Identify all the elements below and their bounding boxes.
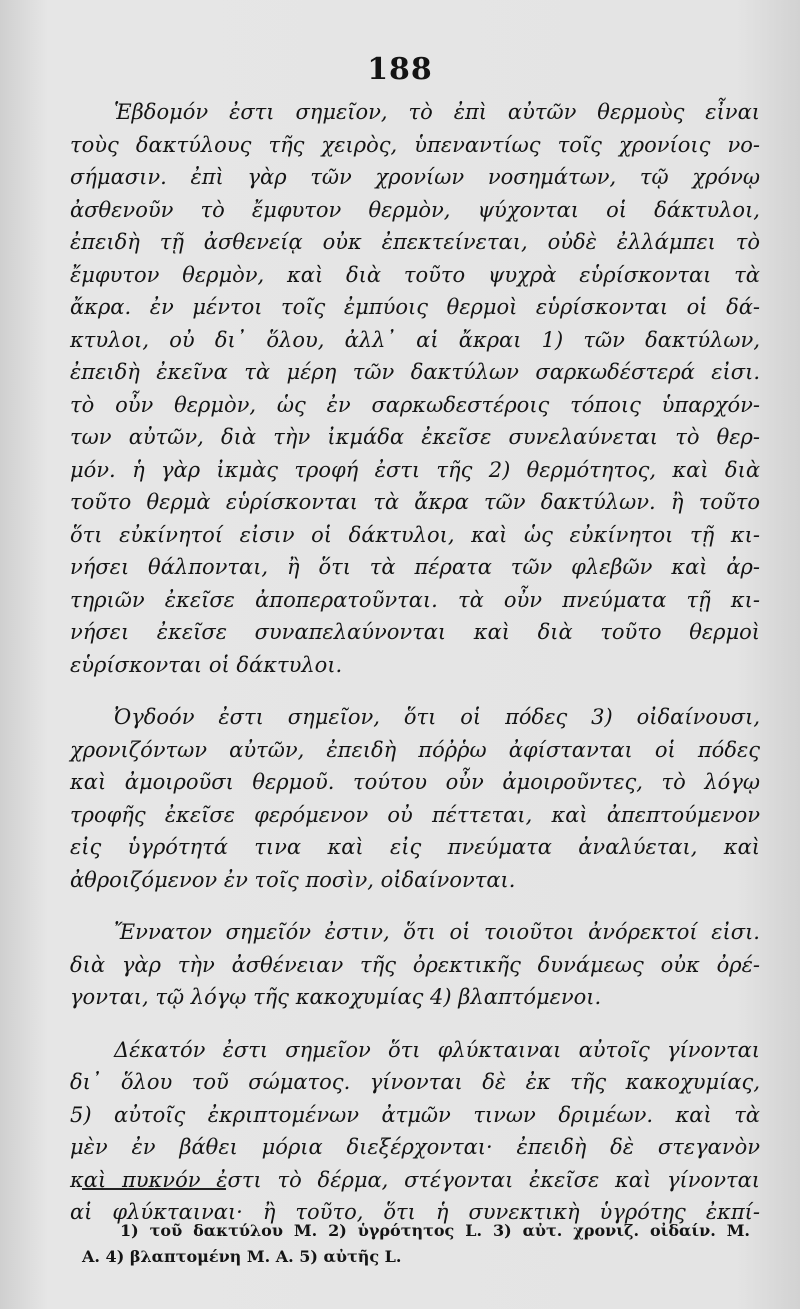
footnotes xyxy=(82,1218,750,1270)
text-line: τοῦτο θερμὰ εὑρίσκονται τὰ ἄκρα τῶν δακτύλων. ἢ τοῦτο xyxy=(70,490,760,514)
text-line: ὅτι εὐκίνητοί εἰσιν οἱ δάκτυλοι, καὶ ὡς εὐκίνητοι τῇ κι- xyxy=(70,522,760,547)
paragraph-eighth-sign xyxy=(70,701,760,896)
text-line: ἐπειδὴ ἐκεῖνα τὰ μέρη τῶν δακτύλων σαρκωδέστερά εἰσι. xyxy=(70,360,760,384)
text-line: τοὺς δακτύλους τῆς χειρὸς, ὑπεναντίως τοῖς χρονίοις νο- xyxy=(70,132,760,157)
text-line: καὶ πυκνόν ἐστι τὸ δέρμα, στέγονται ἐκεῖσε καὶ γίνονται xyxy=(70,1167,760,1192)
text-line: 5) αὐτοῖς ἐκριπτομένων ἀτμῶν τινων δριμέων. καὶ τὰ xyxy=(70,1102,760,1127)
text-line: γονται, τῷ λόγῳ τῆς κακοχυμίας 4) βλαπτόμενοι. xyxy=(70,985,602,1009)
text-line: μόν. ἡ γὰρ ἰκμὰς τροφή ἐστι τῆς 2) θερμότητος, καὶ διὰ xyxy=(70,457,760,482)
text-line: τὸ οὖν θερμὸν, ὡς ἐν σαρκωδεστέροις τόποις ὑπαρχόν- xyxy=(70,392,760,417)
text-line: χρονιζόντων αὐτῶν, ἐπειδὴ πόῤῥω ἀφίστανται οἱ πόδες xyxy=(70,737,760,762)
footnote-divider xyxy=(82,1188,226,1190)
text-line: νήσει ἐκεῖσε συναπελαύνονται καὶ διὰ τοῦτο θερμοὶ xyxy=(70,620,760,644)
page-number: 188 xyxy=(367,52,433,87)
text-line: κτυλοι, οὐ δι᾽ ὅλου, ἀλλ᾽ αἱ ἄκραι 1) τῶν δακτύλων, xyxy=(70,327,760,352)
text-line: σήμασιν. ἐπὶ γὰρ τῶν χρονίων νοσημάτων, τῷ χρόνῳ xyxy=(70,165,760,189)
text-line: ἐπειδὴ τῇ ἀσθενείᾳ οὐκ ἐπεκτείνεται, οὐδὲ ἐλλάμπει τὸ xyxy=(70,230,760,254)
text-line: δι᾽ ὅλου τοῦ σώματος. γίνονται δὲ ἐκ τῆς κακοχυμίας, xyxy=(70,1070,760,1094)
text-line: εἰς ὑγρότητά τινα καὶ εἰς πνεύματα ἀναλύεται, καὶ xyxy=(70,835,760,859)
text-line: Δέκατόν ἐστι σημεῖον ὅτι φλύκταιναι αὐτοῖς γίνονται xyxy=(114,1037,760,1062)
text-line: τροφῆς ἐκεῖσε φερόμενον οὐ πέττεται, καὶ ἀπεπτούμενον xyxy=(70,802,760,827)
text-line: Ὀγδοόν ἐστι σημεῖον, ὅτι οἱ πόδες 3) οἰδαίνουσι, xyxy=(114,705,760,729)
footnote-line: A. 4) βλαπτομένη M. A. 5) αὐτῆς L. xyxy=(82,1247,402,1266)
text-line: Ἔννατον σημεῖόν ἐστιν, ὅτι οἱ τοιοῦτοι ἀνόρεκτοί εἰσι. xyxy=(114,920,760,944)
paragraph-seventh-sign xyxy=(70,96,760,681)
text-line: τηριῶν ἐκεῖσε ἀποπερατοῦνται. τὰ οὖν πνεύματα τῇ κι- xyxy=(70,587,760,612)
text-line: ἀσθενοῦν τὸ ἔμφυτον θερμὸν, ψύχονται οἱ δάκτυλοι, xyxy=(70,197,760,222)
text-line: διὰ γὰρ τὴν ἀσθένειαν τῆς ὀρεκτικῆς δυνάμεως οὐκ ὀρέ- xyxy=(70,952,760,977)
text-line: νήσει θάλπονται, ἢ ὅτι τὰ πέρατα τῶν φλεβῶν καὶ ἀρ- xyxy=(70,555,760,579)
text-line: Ἑβδομόν ἐστι σημεῖον, τὸ ἐπὶ αὐτῶν θερμοὺς εἶναι xyxy=(114,100,760,124)
text-line: ἄκρα. ἐν μέντοι τοῖς ἐμπύοις θερμοὶ εὑρίσκονται οἱ δά- xyxy=(70,295,760,319)
body-text xyxy=(70,96,760,1249)
text-line: καὶ ἀμοιροῦσι θερμοῦ. τούτου οὖν ἀμοιροῦντες, τὸ λόγῳ xyxy=(70,770,760,794)
paragraph-ninth-sign xyxy=(70,916,760,1014)
text-line: αἱ φλύκταιναι· ἢ τοῦτο, ὅτι ἡ συνεκτικὴ ὑγρότης ἐκπί- xyxy=(70,1200,760,1224)
footnote-line: 1) τοῦ δακτύλου M. 2) ὑγρότητος L. 3) αὐτ. χρονιζ. οἰδαίν. M. xyxy=(120,1221,750,1240)
text-line: εὑρίσκονται οἱ δάκτυλοι. xyxy=(70,652,343,677)
paragraph-tenth-sign xyxy=(70,1034,760,1229)
text-line: ἔμφυτον θερμὸν, καὶ διὰ τοῦτο ψυχρὰ εὑρίσκονται τὰ xyxy=(70,262,760,287)
text-line: ἀθροιζόμενον ἐν τοῖς ποσὶν, οἰδαίνονται. xyxy=(70,867,516,892)
text-line: των αὐτῶν, διὰ τὴν ἰκμάδα ἐκεῖσε συνελαύνεται τὸ θερ- xyxy=(70,425,760,449)
text-line: μὲν ἐν βάθει μόρια διεξέρχονται· ἐπειδὴ δὲ στεγανὸν xyxy=(70,1135,760,1159)
